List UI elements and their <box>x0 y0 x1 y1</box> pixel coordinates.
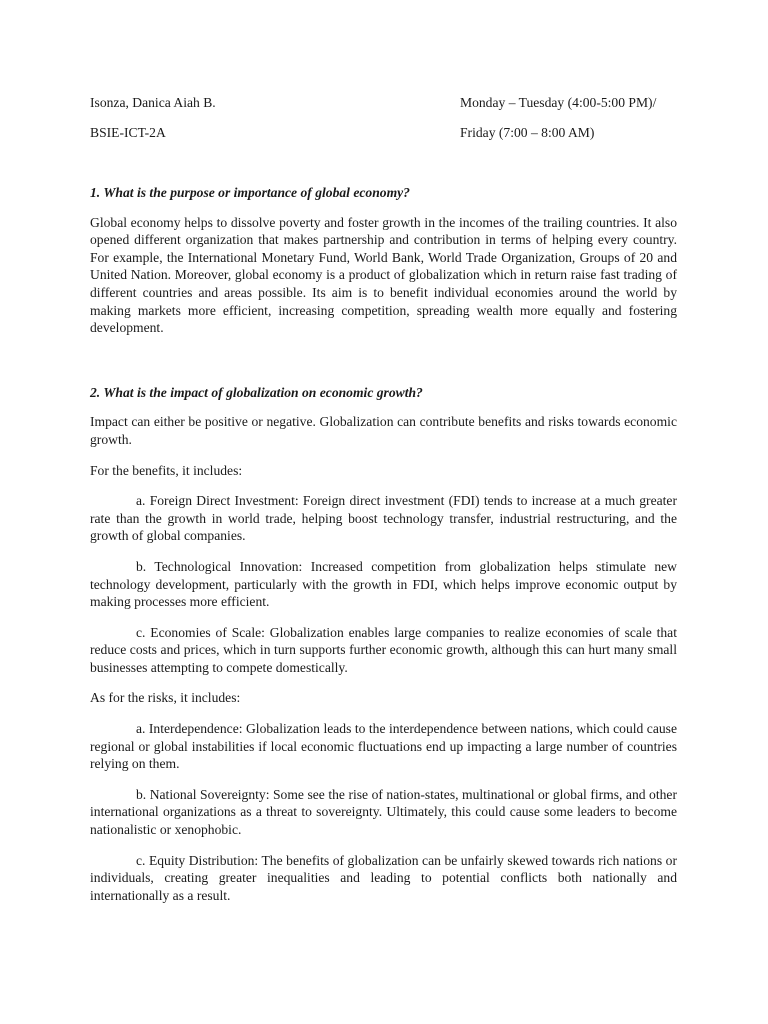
benefit-item-c: c. Economies of Scale: Globalization enables large companies to realize economies of scale that reduce costs and prices, which in turn supports further economic growth, although this can hurt many small businesses attempting to compete domestically. <box>90 624 677 675</box>
section-spacer <box>90 350 677 384</box>
header-row-2 <box>90 124 680 154</box>
document-body <box>90 184 677 917</box>
risk-item-a: a. Interdependence: Globalization leads to the interdependence between nations, which could cause regional or global instabilities if local economic fluctuations end up impacting a large number of countries relying on them. <box>90 721 677 772</box>
question-2-heading: 2. What is the impact of globalization on economic growth? <box>90 384 423 400</box>
benefits-intro: For the benefits, it includes: <box>90 462 243 478</box>
benefit-item-a: a. Foreign Direct Investment: Foreign direct investment (FDI) tends to increase at a much greater rate than the growth in world trade, helping boost technology transfer, industrial restructuring, and the growth of global companies. <box>90 493 677 544</box>
student-name: Isonza, Danica Aiah B. <box>90 95 216 110</box>
benefit-item-b: b. Technological Innovation: Increased competition from globalization helps stimulate new technology development, particularly with the growth in FDI, which helps improve economic output by making processes more efficient. <box>90 558 677 610</box>
schedule-line-1: Monday – Tuesday (4:00-5:00 PM)/ <box>460 95 657 110</box>
question-1-answer: Global economy helps to dissolve poverty and foster growth in the incomes of the trailing countries. It also opened different organization that makes partnership and contribution in terms of helping every country. For example, the International Monetary Fund, World Bank, World Trade Organization, Groups of 20 and United Nation. Moreover, global economy is a product of globalization which in return raise fast trading of different countries and areas possible. Its aim is to benefit individual economies around the world by making markets more efficient, increasing competition, spreading wealth more equally and fostering development. <box>90 214 677 336</box>
student-section: BSIE-ICT-2A <box>90 125 166 140</box>
risks-intro: As for the risks, it includes: <box>90 690 241 706</box>
risk-item-c: c. Equity Distribution: The benefits of globalization can be unfairly skewed towards rich nations or individuals, creating greater inequalities and leading to potential conflicts both nationally and internationally as a result. <box>90 852 677 903</box>
document-header <box>90 94 680 154</box>
schedule-line-2: Friday (7:00 – 8:00 AM) <box>460 125 595 140</box>
header-row-1 <box>90 94 680 124</box>
question-2-intro: Impact can either be positive or negative. Globalization can contribute benefits and risks towards economic growth. <box>90 414 677 447</box>
risk-item-b: b. National Sovereignty: Some see the rise of nation-states, multinational or global firms, and other international organizations as a threat to sovereignty. Ultimately, this could cause some leaders to become nationalistic or xenophobic. <box>90 786 677 838</box>
question-1-heading: 1. What is the purpose or importance of global economy? <box>90 185 410 200</box>
